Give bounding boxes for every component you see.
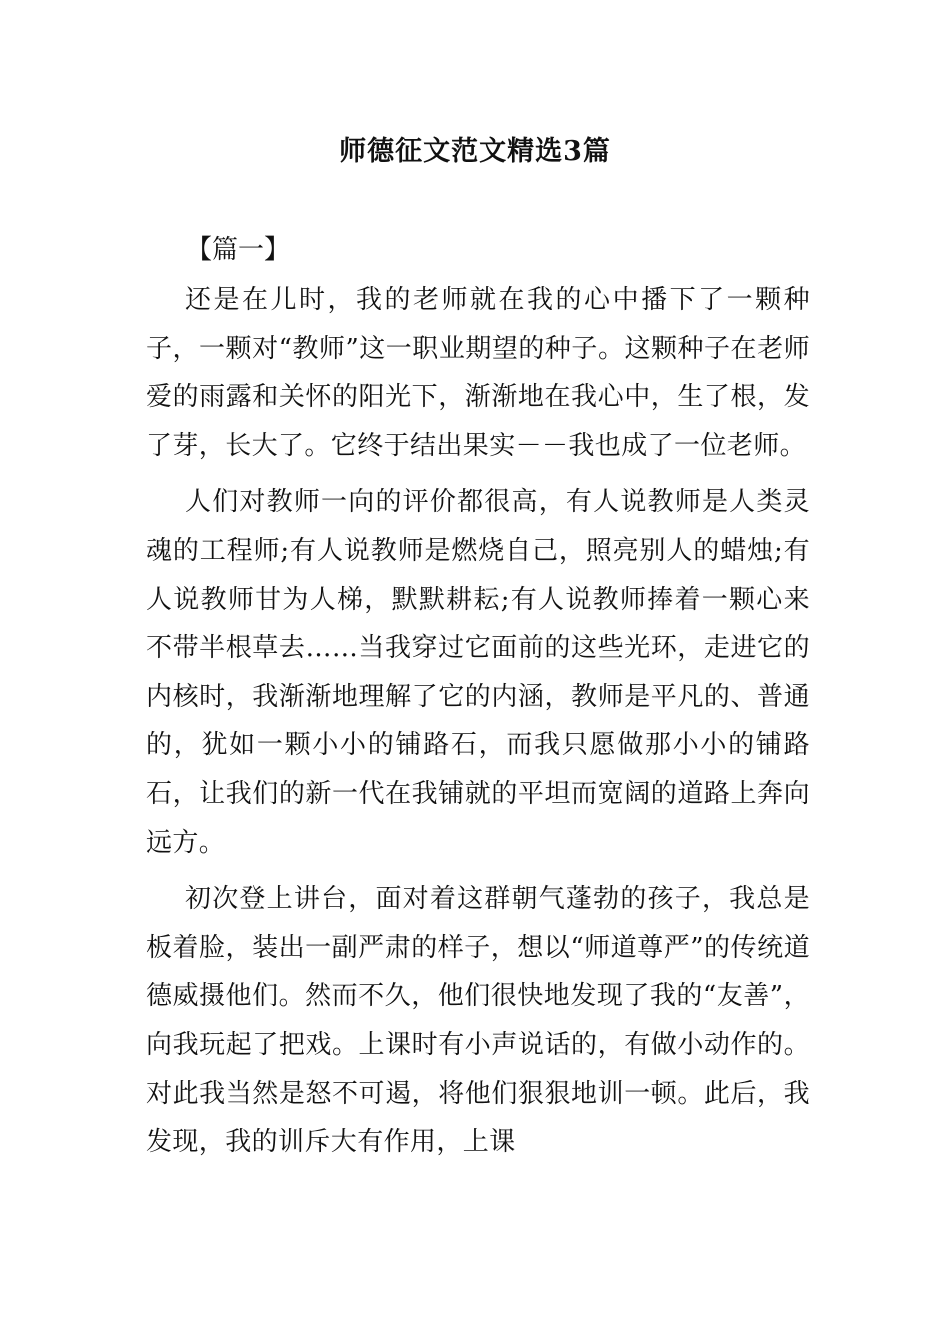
section-heading: 【篇一】 <box>186 235 291 265</box>
paragraph: 初次登上讲台，面对着这群朝气蓬勃的孩子，我总是板着脸，装出一副严肃的样子，想以“师道尊严”的传统道德威摄他们。然而不久，他们很快地发现了我的“友善”，向我玩起了把戏。上课时有小声说话的，有做小动作的。对此我当然是怒不可遏，将他们狠狠地训一顿。此后，我发现，我的训斥大有作用，上课 <box>146 884 810 1158</box>
paragraph: 还是在儿时，我的老师就在我的心中播下了一颗种子，一颗对“教师”这一职业期望的种子。这颗种子在老师爱的雨露和关怀的阳光下，渐渐地在我心中，生了根，发了芽，长大了。它终于结出果实－－我也成了一位老师。 <box>146 285 810 461</box>
paragraph: 人们对教师一向的评价都很高，有人说教师是人类灵魂的工程师;有人说教师是燃烧自己，照亮别人的蜡烛;有人说教师甘为人梯，默默耕耘;有人说教师捧着一颗心来不带半根草去……当我穿过它面前的这些光环，走进它的内核时，我渐渐地理解了它的内涵，教师是平凡的、普通的，犹如一颗小小的铺路石，而我只愿做那小小的铺路石，让我们的新一代在我铺就的平坦而宽阔的道路上奔向远方。 <box>146 487 810 858</box>
document-body <box>146 226 810 1167</box>
document-title: 师德征文范文精选3篇 <box>339 136 611 167</box>
